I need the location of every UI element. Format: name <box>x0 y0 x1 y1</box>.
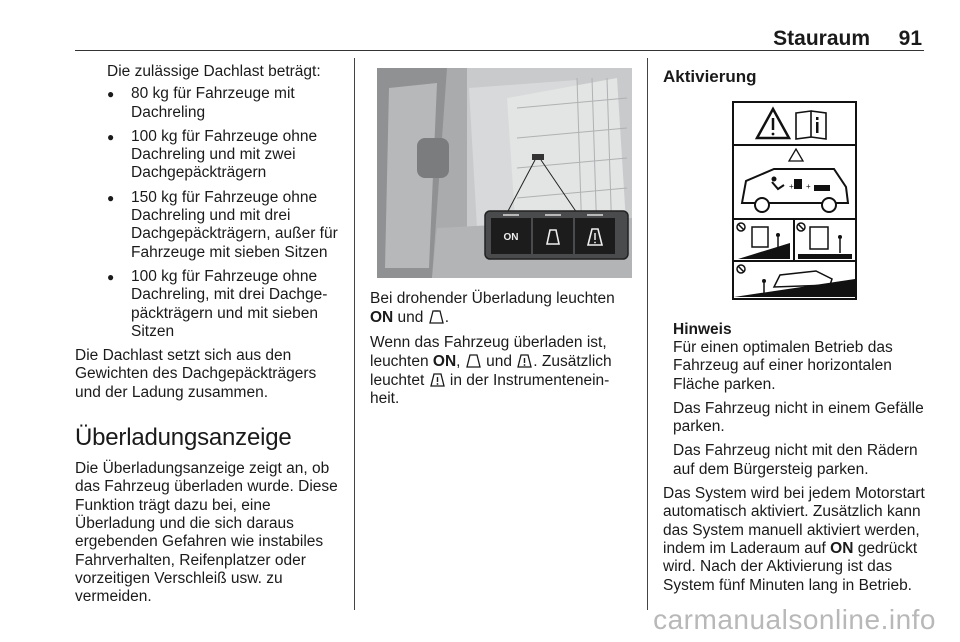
hinweis-item: Für einen optimalen Betrieb das Fahrzeug auf einer horizontalen Fläche parken. <box>673 339 893 393</box>
load-indicator-icon <box>465 352 482 369</box>
svg-text:+: + <box>806 182 811 191</box>
overload-warning-paragraph: Bei drohender Überladung leuchten ON und . <box>370 290 615 327</box>
page-header-title: Stauraum <box>773 27 870 50</box>
list-item: ● 100 kg für Fahrzeuge ohne Dachreling und mit zwei Dachgepäckträgern <box>75 128 345 183</box>
hinweis-box <box>663 321 928 479</box>
column-divider-left <box>354 58 355 610</box>
column-middle <box>370 290 632 409</box>
cargo-area-photo <box>377 68 632 278</box>
list-item: ● 80 kg für Fahrzeuge mit Dachreling <box>75 85 345 122</box>
warning-label-illustration <box>734 103 855 298</box>
column-left <box>75 63 345 606</box>
svg-text:+: + <box>789 182 794 191</box>
activation-paragraph: Das System wird bei jedem Motorstart automatisch aktiviert. Zusätzlich kann das System manuell aktiviert werden, indem im Laderaum auf ON gedrückt wird. Nach der Aktivierung ist das System fünf Minuten lang in Betrieb. <box>663 485 925 594</box>
section-heading: Überladungsanzeige <box>75 424 292 452</box>
column-divider-right <box>647 58 648 610</box>
roof-load-intro: Die zulässige Dachlast beträgt: <box>107 63 321 80</box>
page-number: 91 <box>898 27 922 50</box>
overload-paragraph: Die Überladungsanzeige zeigt an, ob das Fahrzeug überladen wurde. Diese Funktion trägt dazu bei, eine Überladung und die sich daraus ergebenden Gefahren wie instabiles Fahrverhalten, Reifenplatzer oder vorzeitigen Verschleiß usw. zu vermeiden. <box>75 460 338 606</box>
load-indicator-icon <box>428 308 445 325</box>
activation-heading: Aktivierung <box>663 67 757 86</box>
hinweis-item: Das Fahrzeug nicht in einem Gefälle parken. <box>673 399 924 436</box>
column-right-text <box>663 321 928 595</box>
overloaded-paragraph: Wenn das Fahrzeug überladen ist, leuchten ON, und . Zusätzlich leuchtet in der Instrumenteneinheit. <box>370 333 612 408</box>
list-item: ● 150 kg für Fahrzeuge ohne Dachreling und mit drei Dachgepäckträgern, außer für Fahrzeuge mit sieben Sitzen <box>75 189 345 262</box>
watermark: carmanualsonline.info <box>653 604 936 635</box>
list-item: ● 100 kg für Fahrzeuge ohne Dachreling, mit drei Dachgepäckträgern und mit sieben Sitzen <box>75 268 345 341</box>
roof-load-list <box>75 85 345 341</box>
hinweis-title: Hinweis <box>673 321 732 338</box>
column-right <box>663 67 928 87</box>
overload-warning-icon <box>429 371 446 388</box>
header-rule <box>75 50 924 51</box>
warning-label-graphic <box>732 101 857 300</box>
roof-load-paragraph: Die Dachlast setzt sich aus den Gewichten des Dachgepäckträgers und der Ladung zusammen. <box>75 347 317 401</box>
cargo-area-illustration <box>377 68 632 278</box>
on-button-label: ON <box>503 232 519 243</box>
overload-warning-icon <box>516 352 533 369</box>
hinweis-item: Das Fahrzeug nicht mit den Rädern auf dem Bürgersteig parken. <box>673 442 918 478</box>
